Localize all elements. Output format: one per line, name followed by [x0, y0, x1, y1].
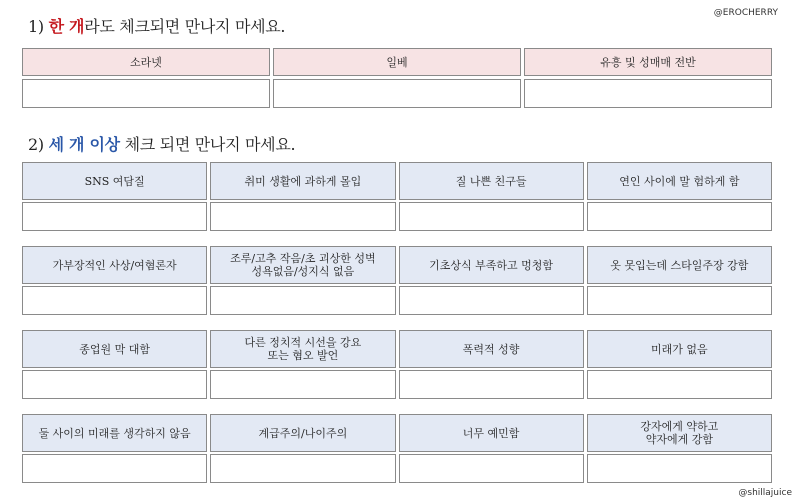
- section2-checkbox[interactable]: [22, 370, 207, 399]
- section2-item-label: 너무 예민함: [399, 414, 584, 452]
- section2-item-label: 종업원 막 대함: [22, 330, 207, 368]
- section1-table: [22, 48, 772, 108]
- section2-checkbox[interactable]: [22, 202, 207, 231]
- section2-checkbox[interactable]: [399, 202, 584, 231]
- section2-item-label: 둘 사이의 미래를 생각하지 않음: [22, 414, 207, 452]
- section2-checkbox[interactable]: [399, 454, 584, 483]
- section2-checkbox[interactable]: [587, 202, 772, 231]
- section2-checkbox[interactable]: [22, 454, 207, 483]
- section2-item-label: SNS 여담질: [22, 162, 207, 200]
- section1-title-rest: 라도 체크되면 만나지 마세요.: [84, 17, 286, 36]
- section2-row-3: [22, 330, 772, 399]
- section1-item-label: 소라넷: [22, 48, 270, 76]
- section2-item-label: 연인 사이에 말 험하게 함: [587, 162, 772, 200]
- section2-checkbox[interactable]: [210, 454, 395, 483]
- section2-title: [28, 132, 295, 155]
- section1-checkbox[interactable]: [273, 79, 521, 108]
- section1-title: [28, 14, 285, 37]
- section2-row-4: [22, 414, 772, 483]
- section2-item-label: 취미 생활에 과하게 몰입: [210, 162, 395, 200]
- section2-checkbox[interactable]: [587, 454, 772, 483]
- section1-checkbox[interactable]: [22, 79, 270, 108]
- section2-item-label: 미래가 없음: [587, 330, 772, 368]
- watermark-top: @EROCHERRY: [713, 8, 778, 18]
- section2-item-label: 기초상식 부족하고 멍청함: [399, 246, 584, 284]
- section2-highlight: 세 개 이상: [48, 135, 120, 154]
- section2-checkbox[interactable]: [399, 370, 584, 399]
- section2-item-label: 가부장적인 사상/여혐론자: [22, 246, 207, 284]
- section2-number: 2): [28, 135, 49, 154]
- section1-number: 1): [28, 17, 49, 36]
- section2-item-label: 폭력적 성향: [399, 330, 584, 368]
- section2-checkbox[interactable]: [587, 370, 772, 399]
- section2-row-2: [22, 246, 772, 315]
- section2-item-label: 옷 못입는데 스타일주장 강함: [587, 246, 772, 284]
- section2-item-label: 질 나쁜 친구들: [399, 162, 584, 200]
- section1-item-label: 일베: [273, 48, 521, 76]
- section2-row-1: [22, 162, 772, 231]
- section2-item-label: 강자에게 약하고 약자에게 강함: [587, 414, 772, 452]
- section1-checkbox[interactable]: [524, 79, 772, 108]
- watermark-bottom: @shillajuice: [738, 488, 792, 498]
- section2-checkbox[interactable]: [22, 286, 207, 315]
- section2-item-label: 계급주의/나이주의: [210, 414, 395, 452]
- section2-item-label: 조루/고추 작음/초 괴상한 성벽 성욕없음/성지식 없음: [210, 246, 395, 284]
- section2-checkbox[interactable]: [399, 286, 584, 315]
- section2-checkbox[interactable]: [587, 286, 772, 315]
- section1-item-label: 유흥 및 성매매 전반: [524, 48, 772, 76]
- section2-item-label: 다른 정치적 시선을 강요 또는 혐오 발언: [210, 330, 395, 368]
- section2-checkbox[interactable]: [210, 286, 395, 315]
- section2-checkbox[interactable]: [210, 202, 395, 231]
- section1-highlight: 한 개: [48, 17, 85, 36]
- section2-checkbox[interactable]: [210, 370, 395, 399]
- section2-title-rest: 체크 되면 만나지 마세요.: [119, 135, 296, 154]
